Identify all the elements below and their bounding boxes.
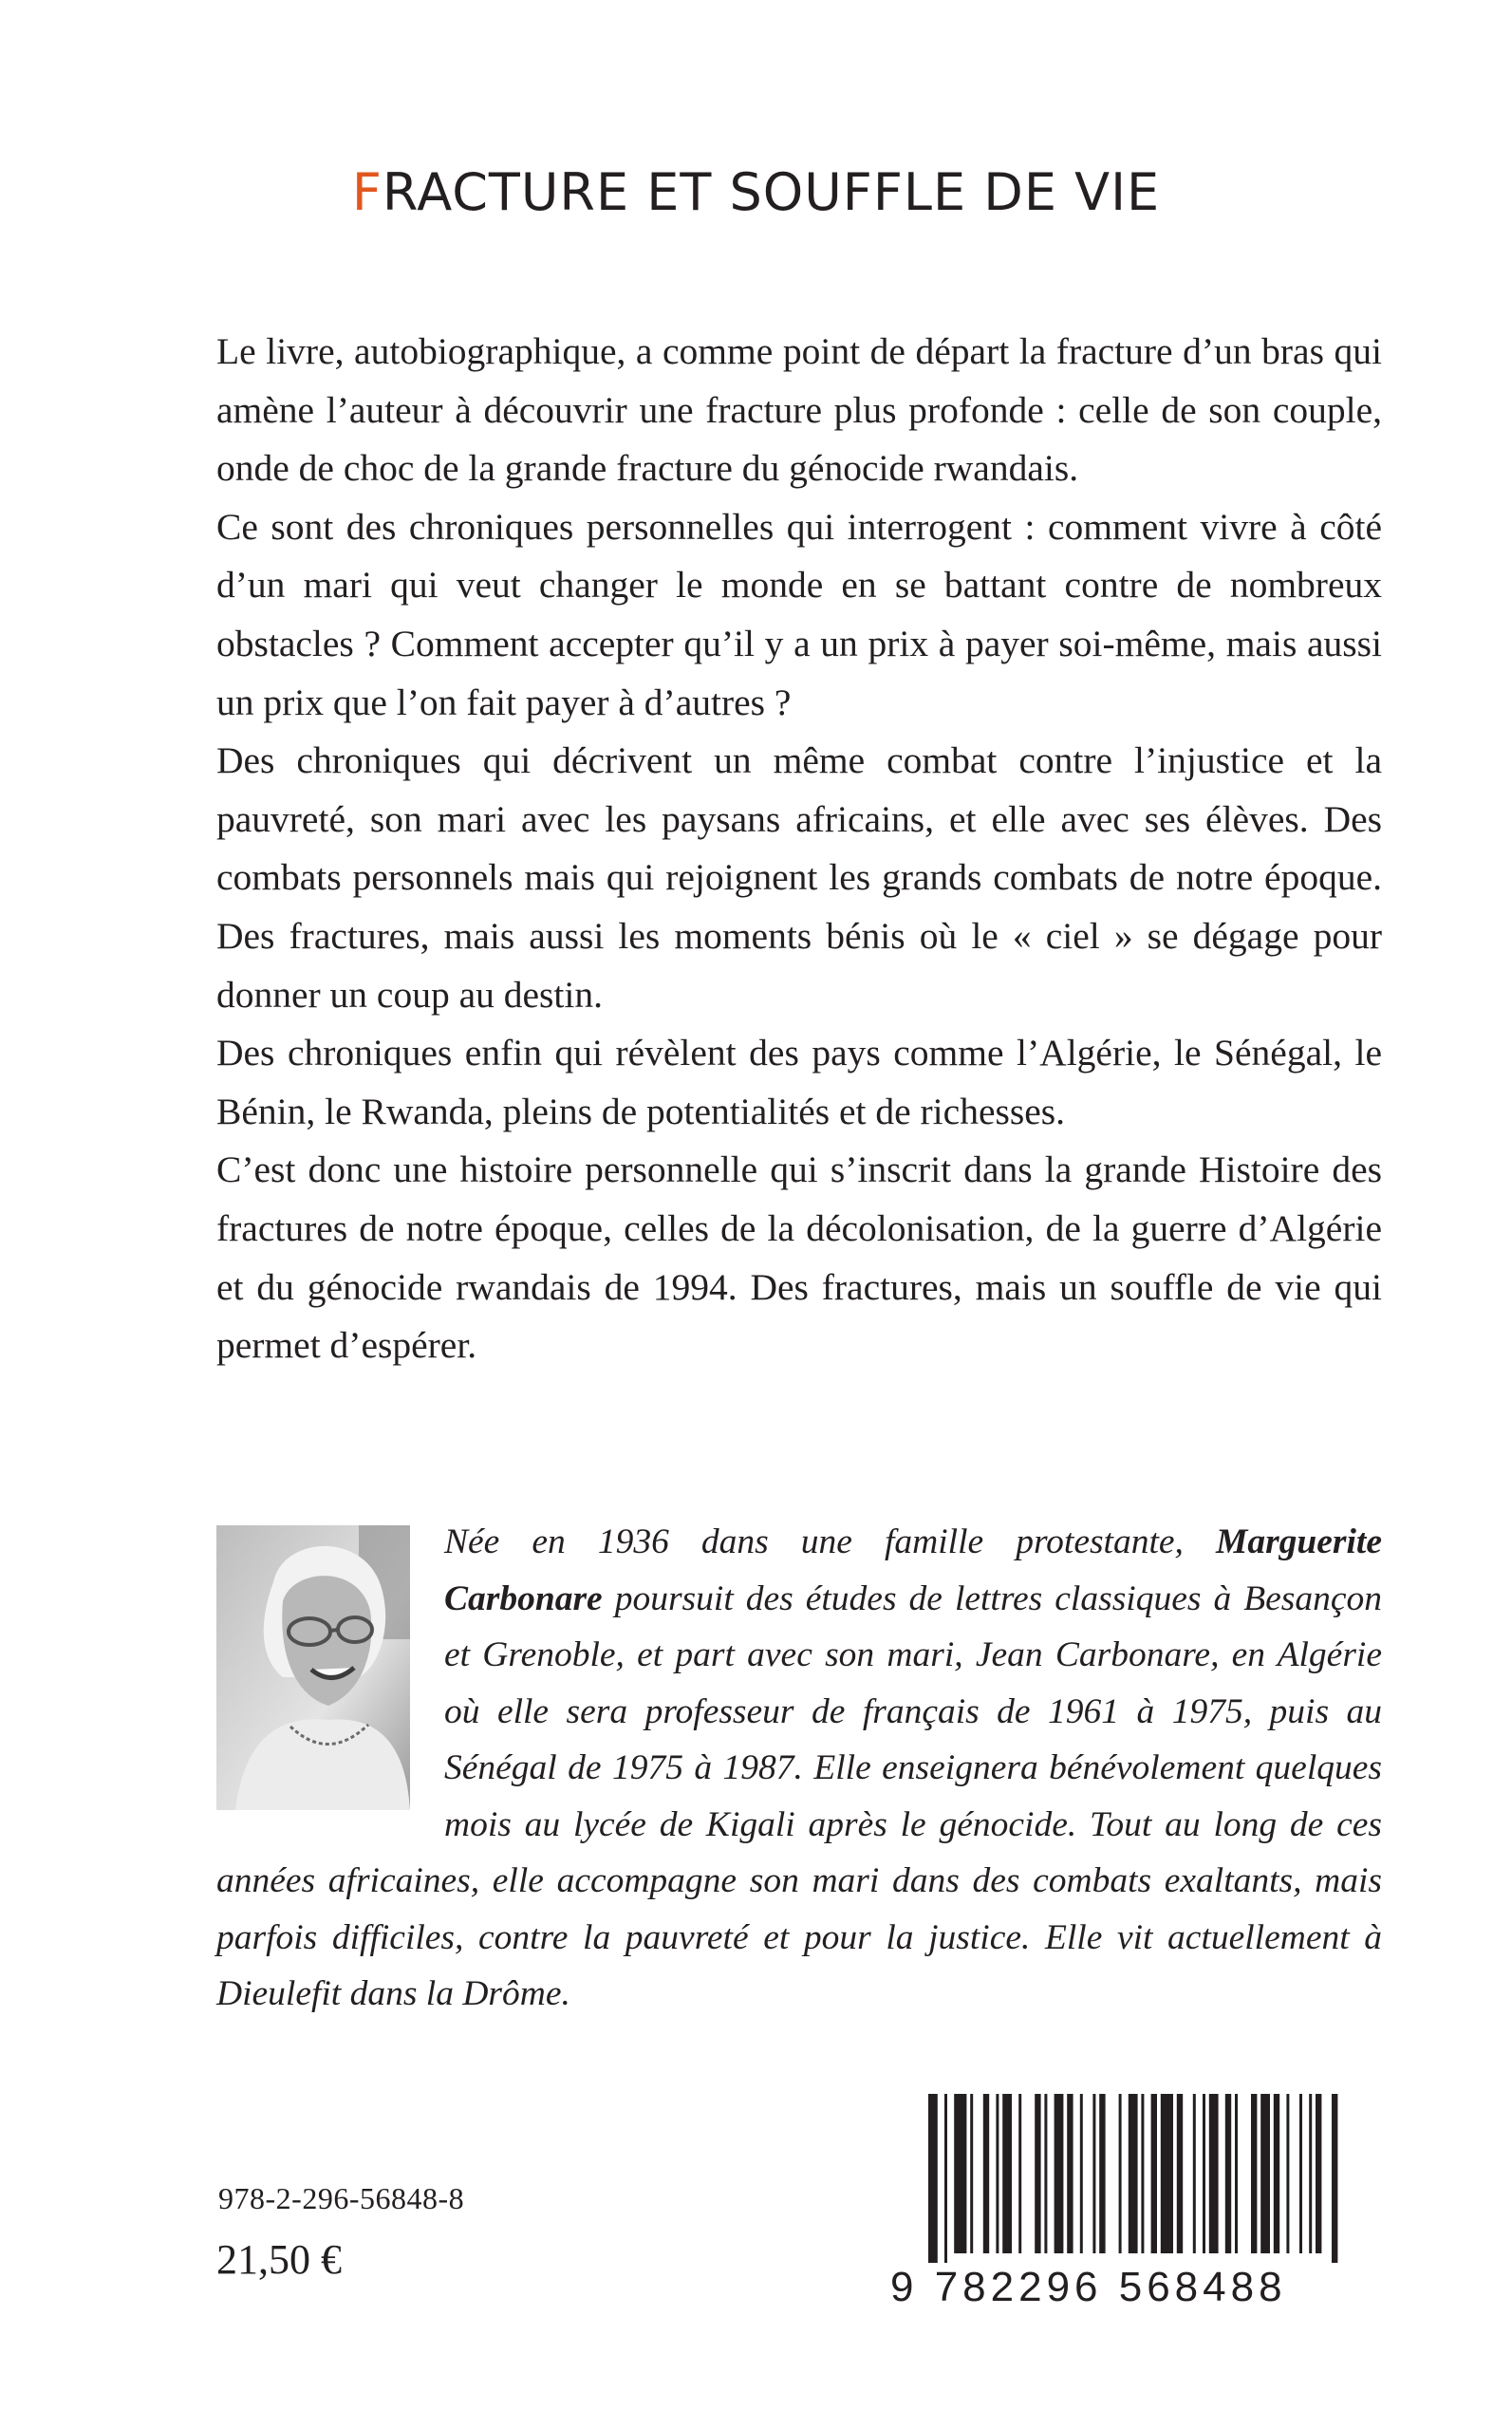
barcode-bar [1251, 2094, 1257, 2253]
barcode-bar [983, 2094, 989, 2253]
bio-text: poursuit des études de lettres classiques à Besançon et Grenoble, et part avec son mari, Jean Carbonare, en Algérie où elle sera professeur de français de 1961 à 1975, puis au Sénégal de 1975 à 1987. Elle enseignera bénévolement quelques mois au lycée de Kigali après le génocide. Tout au long de ces années africaines, elle accompagne son mari dans des combats exaltants, mais parfois difficiles, contre la pauvreté et pour la justice. Elle vit actuellement à Dieulefit dans la Drôme. [216, 1578, 1382, 2013]
title-initial: F [351, 162, 383, 222]
barcode-bar [1080, 2094, 1083, 2253]
title-rest: RACTURE ET SOUFFLE DE VIE [382, 162, 1161, 222]
barcode-bar [1129, 2094, 1138, 2253]
bio-text: Née en 1936 dans une famille protestante, [444, 1522, 1216, 1561]
barcode-bars [890, 2094, 1353, 2263]
barcode-bar [1044, 2094, 1047, 2253]
barcode-bar [928, 2094, 938, 2263]
barcode-bar [1018, 2094, 1021, 2253]
barcode-bar [1092, 2094, 1095, 2253]
barcode-bar [1286, 2094, 1289, 2253]
summary-paragraph: Des chroniques enfin qui révèlent des pays comme l’Algérie, le Sénégal, le Bénin, le Rwanda, pleins de potentialités et de richesses. [216, 1032, 1382, 1132]
summary-paragraph: Le livre, autobiographique, a comme point de départ la fracture d’un bras qui amène l’auteur à découvrir une fracture plus profonde : celle de son couple, onde de choc de la grande fracture du génocide rwandais. [216, 330, 1382, 490]
barcode-bar [1099, 2094, 1105, 2253]
barcode-bar [970, 2094, 973, 2253]
barcode-bar [1141, 2094, 1144, 2253]
barcode-bar [1119, 2094, 1122, 2253]
barcode-bar [1274, 2094, 1279, 2253]
barcode-bar [1225, 2094, 1231, 2253]
barcode-bar [1332, 2094, 1337, 2263]
isbn-number: 978-2-296-56848-8 [218, 2181, 465, 2215]
summary-paragraph: Des chroniques qui décrivent un même combat contre l’injustice et la pauvreté, son mari avec les paysans africains, et elle avec ses élèves. Des combats personnels mais qui rejoignent les grands combats de notre époque. Des fractures, mais aussi les moments bénis où le « ciel » se dégage pour donner un coup au destin. [216, 739, 1382, 1016]
author-photo [216, 1525, 410, 1810]
price: 21,50 € [216, 2236, 342, 2283]
barcode-bar [1260, 2094, 1270, 2253]
book-title [0, 159, 1512, 226]
barcode-bar [1316, 2094, 1321, 2253]
barcode-bar [1002, 2094, 1012, 2253]
barcode-bar [1203, 2094, 1205, 2253]
summary-paragraph: Ce sont des chroniques personnelles qui interrogent : comment vivre à côté d’un mari qui veut changer le monde en se battant contre de nombreux obstacles ? Comment accepter qu’il y a un prix à payer soi-même, mais aussi un prix que l’on fait payer à d’autres ? [216, 505, 1382, 723]
barcode-bar [996, 2094, 999, 2253]
barcode-bar [944, 2094, 947, 2263]
barcode-bar [954, 2094, 966, 2253]
barcode-bar [1035, 2094, 1040, 2253]
barcode-bar [1161, 2094, 1173, 2253]
book-summary [216, 323, 1382, 1375]
barcode-bar [1299, 2094, 1302, 2253]
barcode-bar [1177, 2094, 1183, 2253]
barcode-bar [1235, 2094, 1238, 2253]
barcode-bar [1151, 2094, 1157, 2253]
barcode-bar [1067, 2094, 1073, 2253]
barcode-bar [1193, 2094, 1196, 2253]
barcode [890, 2094, 1353, 2312]
barcode-bar [1309, 2094, 1312, 2253]
summary-paragraph: C’est donc une histoire personnelle qui s’inscrit dans la grande Histoire des fractures de notre époque, celles de la décolonisation, de la guerre d’Algérie et du génocide rwandais de 1994. Des fractures, mais un souffle de vie qui permet d’espérer. [216, 1148, 1382, 1367]
barcode-digits: 9 782296 568488 [890, 2264, 1287, 2310]
barcode-bar [1055, 2094, 1064, 2253]
barcode-bar [1209, 2094, 1219, 2253]
author-name: Marguerite Carbonare [444, 1522, 1382, 1618]
author-bio [216, 1514, 1382, 2023]
